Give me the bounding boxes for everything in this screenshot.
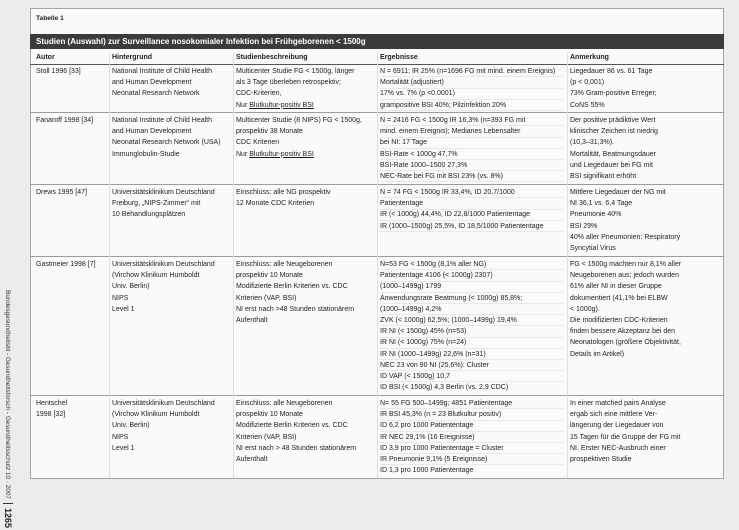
column-divider: [377, 53, 378, 478]
author-cell: Stoll 1996 [33]: [36, 68, 81, 75]
table-row: [0, 66, 739, 109]
author-cell: Fanaroff 1998 [34]: [36, 117, 94, 124]
table-row: [0, 187, 739, 253]
results-cell: N=53 FG < 1500g (8,1% aller NG) Patiententage 4106 (< 1000g) 2307) (1000–1499g) 1799 Anwendungsrate Beatmung (< 1000g) 85,8%; (1000–1499g) 4,2% ZVK (< 1000g) 62,5%; (1000–1499g) 19,4% IR NI (< 1500g) 45% (n=53) IR NI (< 1000g) 75% (n=24) IR NI (1000–1499g) 22,6% (n=31) NEC 23 von 90 NI (25,6%): Cluster ID VAP (< 1500g) 10,7 ID BSI (< 1500g) 4,3 Berlin (vs. 2,9 CDC): [380, 259, 564, 393]
study-description-text: Multicenter Studie FG < 1500g, länger als 3 Tage überleben retrospektiv; CDC-Kriterien,: [236, 68, 355, 98]
table-title-bar: [30, 34, 724, 49]
study-note-prefix: Nur: [236, 150, 250, 158]
study-description-cell: Einschluss: alle Neugeborenen prospektiv 10 Monate Modifizierte Berlin Kriterien vs. CDC Kriterien (VAP, BSI) NI erst nach > 48 Stunden stationärem Aufenthalt: [236, 400, 357, 464]
table-row: [0, 398, 739, 475]
remarks-cell: FG < 1500g machten nur 8,1% aller Neugeborenen aus; jedoch wurden 61% aller NI in dieser Gruppe dokumentiert (41,1% bei ELBW < 1000g). Die modifizierten CDC-Kriterien finden bessere Akzeptanz bei den Neonatologen (größere Objektivität, Details im Artikel): [570, 261, 682, 358]
background-cell: National Institute of Child Health and Human Development Neonatal Research Network: [112, 68, 212, 98]
study-note-line: [236, 149, 374, 160]
study-note-underlined: Blutkultur-positiv BSI: [249, 150, 314, 158]
remarks-cell: Liegedauer 86 vs. 61 Tage (p < 0,001) 73% Gram-positive Erreger; CoNS 55%: [570, 68, 657, 109]
journal-footer: [2, 246, 14, 528]
study-description-cell: [236, 66, 374, 111]
remarks-cell: Der positive prädiktive Wert klinischer Zeichen ist niedrig (10,3–31,3%). Mortalität, Beatmungsdauer und Liegedauer bei FG mit BSI signifikant erhöht: [570, 117, 658, 181]
column-header-hintergrund: Hintergrund: [112, 54, 153, 61]
study-note-prefix: Nur: [236, 101, 250, 109]
author-cell: Hentschel 1998 [32]: [36, 400, 68, 419]
results-cell: N = 2416 FG < 1500g IR 16,3% (n=393 FG mit mind. einem Ereignis); Medianes Lebensalter bei NI: 17 Tage BSI-Rate < 1000g 47,7% BSI-Rate 1000–1500 27,3% NEC-Rate bei FG mit BSI 23% (vs. 8%): [380, 115, 564, 182]
study-description-cell: Einschluss: alle Neugeborenen prospektiv 10 Monate Modifizierte Berlin Kriterien vs. CDC Kriterien (VAP, BSI) NI erst nach >48 Stunden stationärem Aufenthalt: [236, 261, 355, 325]
results-cell: N= 55 FG 500–1499g; 4851 Patiententage IR BSI 45,3% (n = 23 Blutkultur positiv) ID 6,2 pro 1000 Patiententage IR NEC 29,1% (16 Ereignisse) ID 3,9 pro 1000 Patiententage = Cluster IR Pneumonie 9,1% (5 Ereignisse) ID 1,3 pro 1000 Patiententage: [380, 398, 564, 476]
column-header-anmerkung: Anmerkung: [570, 54, 609, 61]
study-note-line: [236, 100, 374, 111]
table-row: [0, 115, 739, 181]
journal-citation: Bundesgesundheitsbl - Gesundheitsforsch - Gesundheitsschutz 10 · 2007: [4, 290, 12, 499]
table-row: [0, 259, 739, 392]
remarks-cell: In einer matched pairs Analyse ergab sich eine mittlere Ver- längerung der Liegedauer von 15 Tagen für die Gruppe der FG mit NI. Erster NEC-Ausbruch einer prospektiven Studie: [570, 400, 681, 464]
background-cell: Universitätsklinikum Deutschland Freiburg, „NIPS-Zimmer“ mit 10 Behandlungsplätzen: [112, 189, 215, 219]
study-description-text: Multicenter Studie (8 NIPS) FG < 1500g, prospektiv 38 Monate CDC Kriterien: [236, 117, 362, 147]
column-header-ergebnisse: Ergebnisse: [380, 54, 418, 61]
table-label: Tabelle 1: [36, 15, 64, 22]
results-cell: N = 6911; IR 25% (n=1696 FG mit mind. einem Ereignis) Mortalität (adjustiert) 17% vs. 7% (p <0.0001) grampositive BSI 40%; Pilzinfektion 20%: [380, 66, 564, 111]
author-cell: Drews 1995 [47]: [36, 189, 87, 196]
column-divider: [567, 53, 568, 478]
column-header-autor: Autor: [36, 54, 55, 61]
study-description-cell: [236, 115, 374, 160]
table-title: Studien (Auswahl) zur Surveillance nosokomialer Infektion bei Frühgeborenen < 1500g: [36, 37, 366, 46]
remarks-cell: Mittlere Liegedauer der NG mit NI 36,1 vs. 6,4 Tage Pneumonie 40% BSI 29% 40% aller Pneumonien: Respiratory Syncytial Virus: [570, 189, 681, 253]
page-number: 1265: [3, 503, 13, 528]
study-description-cell: Einschluss: alle NG prospektiv 12 Monate CDC Kriterien: [236, 189, 331, 208]
background-cell: National Institute of Child Health and Human Development Neonatal Research Network (USA) Immunglobulin-Studie: [112, 117, 221, 158]
author-cell: Gastmeier 1998 [7]: [36, 261, 96, 268]
results-cell: N = 74 FG < 1500g IR 33,4%, ID 20,7/1000 Patiententage IR (< 1000g) 44,4%, ID 22,8/1000 Patiententage IR (1000–1500g) 25,5%, ID 18,5/1000 Patiententage: [380, 187, 564, 232]
background-cell: Universitätsklinikum Deutschland (Virchow Klinikum Humboldt Univ. Berlin) NIPS Level 1: [112, 400, 215, 452]
column-header-studienbeschreibung: Studienbeschreibung: [236, 54, 308, 61]
study-note-underlined: Blutkultur-positiv BSI: [249, 101, 314, 109]
background-cell: Universitätsklinikum Deutschland (Virchow Klinikum Humboldt Univ. Berlin) NIPS Level 1: [112, 261, 215, 313]
column-divider: [233, 53, 234, 478]
column-divider: [109, 53, 110, 478]
